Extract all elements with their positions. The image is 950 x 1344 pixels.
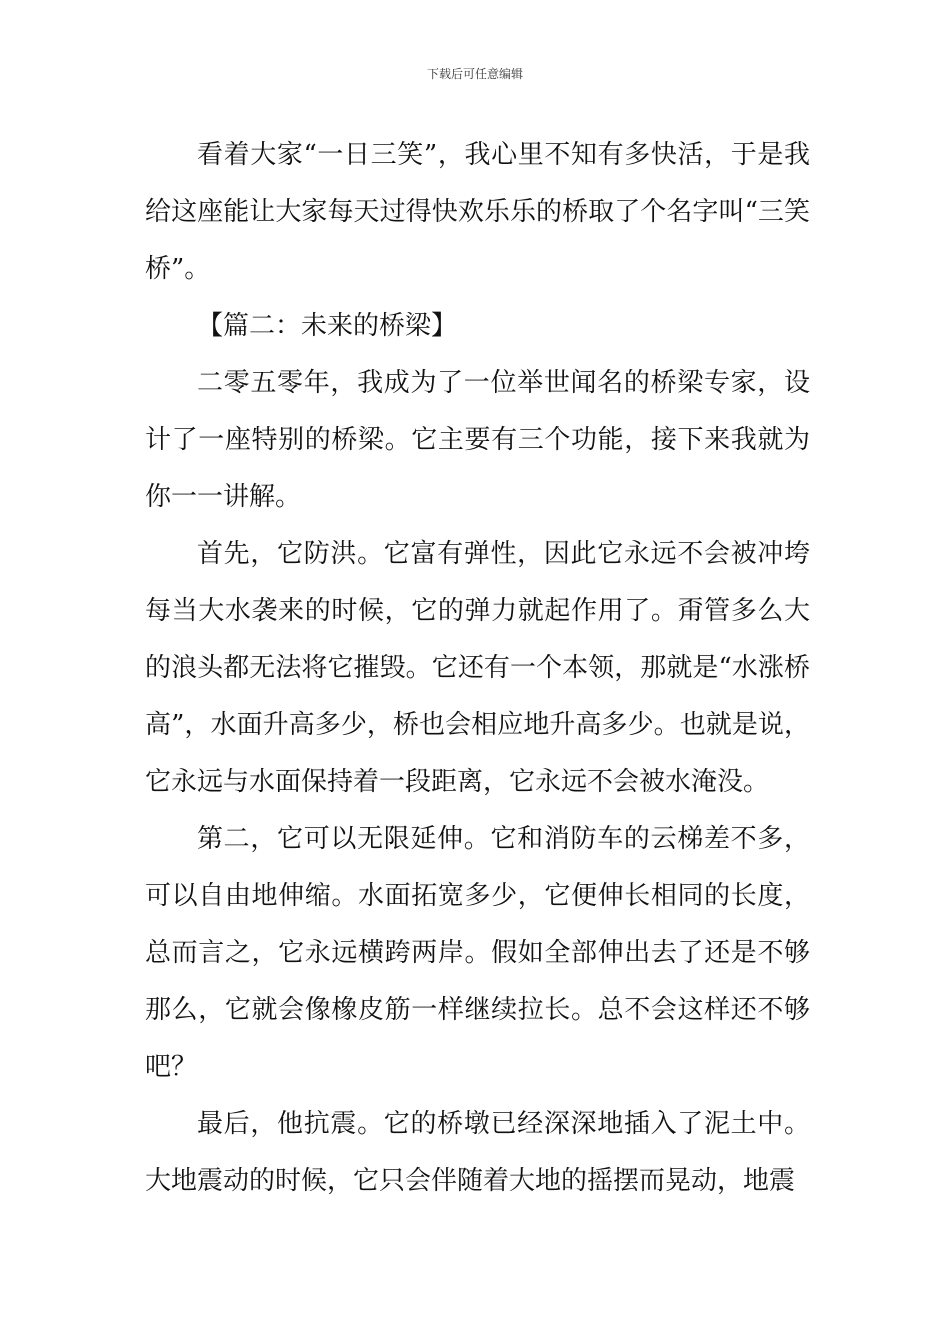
paragraph-sanxiao-bridge: 看着大家“一日三笑”，我心里不知有多快活，于是我给这座能让大家每天过得快欢乐乐的桥取了个名字叫“三笑桥”。	[145, 140, 810, 284]
paragraph-intro: 二零五零年，我成为了一位举世闻名的桥梁专家，设计了一座特别的桥梁。它主要有三个功能，接下来我就为你一一讲解。	[145, 368, 810, 512]
paragraph-flood-protection: 首先，它防洪。它富有弹性，因此它永远不会被冲垮每当大水袭来的时候，它的弹力就起作用了。甭管多么大的浪头都无法将它摧毁。它还有一个本领，那就是“水涨桥高”，水面升高多少，桥也会相应地升高多少。也就是说，它永远与水面保持着一段距离，它永远不会被水淹没。	[145, 539, 810, 797]
paragraph-extension: 第二，它可以无限延伸。它和消防车的云梯差不多，可以自由地伸缩。水面拓宽多少，它便伸长相同的长度，总而言之，它永远横跨两岸。假如全部伸出去了还是不够那么，它就会像橡皮筋一样继续拉长。总不会这样还不够吧？	[145, 824, 810, 1082]
document-body	[145, 127, 810, 1210]
page-header-note: 下载后可任意编辑	[426, 67, 523, 81]
section-heading: 【篇二：未来的桥梁】	[197, 311, 458, 341]
paragraph-earthquake: 最后，他抗震。它的桥墩已经深深地插入了泥土中。大地震动的时候，它只会伴随着大地的摇摆而晃动，地震	[145, 1109, 810, 1196]
